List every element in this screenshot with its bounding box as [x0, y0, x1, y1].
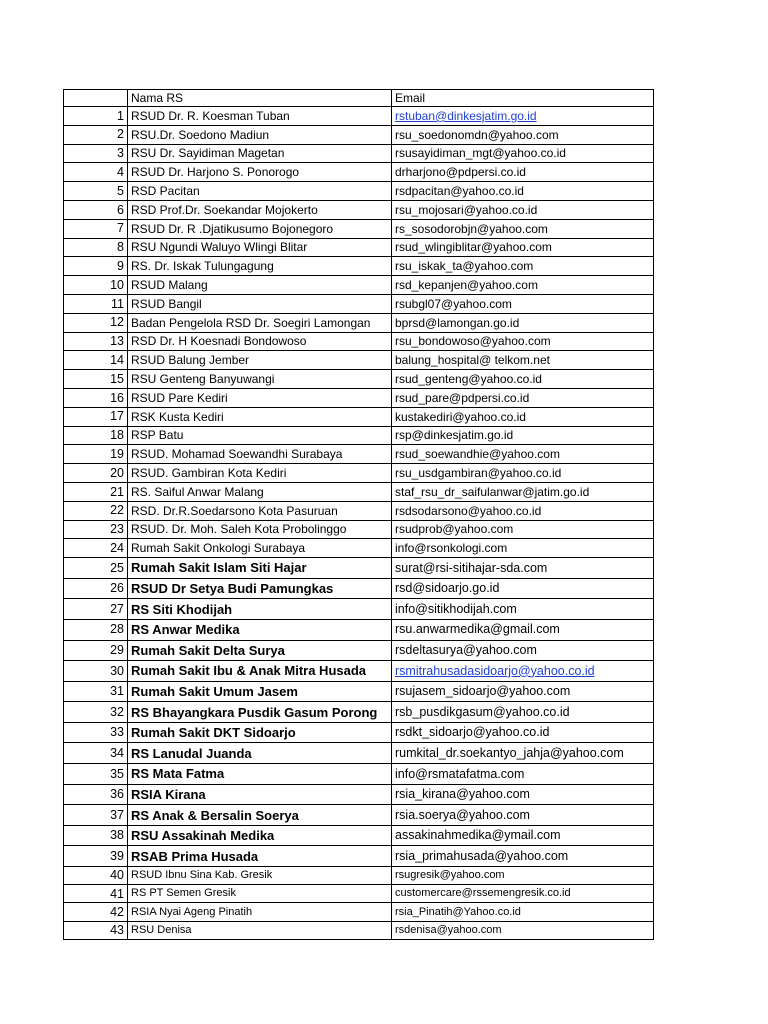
row-number: 18 — [64, 426, 128, 445]
email-address: rsugresik@yahoo.com — [392, 867, 654, 885]
email-address: rsd@sidoarjo.go.id — [392, 578, 654, 599]
hospital-name: RSU Ngundi Waluyo Wlingi Blitar — [128, 238, 392, 257]
email-address: rsujasem_sidoarjo@yahoo.com — [392, 681, 654, 702]
hospital-name: Badan Pengelola RSD Dr. Soegiri Lamongan — [128, 313, 392, 332]
email-address: rsia.soerya@yahoo.com — [392, 805, 654, 826]
hospital-name: RSU Assakinah Medika — [128, 825, 392, 846]
email-address: rsb_pusdikgasum@yahoo.co.id — [392, 702, 654, 723]
table-row — [64, 599, 654, 620]
email-address: kustakediri@yahoo.co.id — [392, 407, 654, 426]
email-address: staf_rsu_dr_saifulanwar@jatim.go.id — [392, 482, 654, 501]
table-row — [64, 276, 654, 295]
hospital-name: RSUD Dr. R .Djatikusumo Bojonegoro — [128, 219, 392, 238]
row-number: 14 — [64, 351, 128, 370]
row-number: 19 — [64, 445, 128, 464]
hospital-name: RS Anwar Medika — [128, 619, 392, 640]
email-address: customercare@rssemengresik.co.id — [392, 885, 654, 903]
table-row — [64, 619, 654, 640]
email-address: rs_sosodorobjn@yahoo.com — [392, 219, 654, 238]
table-row — [64, 426, 654, 445]
table-row — [64, 332, 654, 351]
hospital-name: RSUD Dr. R. Koesman Tuban — [128, 107, 392, 126]
table-row — [64, 722, 654, 743]
table-row — [64, 388, 654, 407]
row-number: 5 — [64, 182, 128, 201]
email-address: rsdenisa@yahoo.com — [392, 921, 654, 939]
email-address: rsdpacitan@yahoo.co.id — [392, 182, 654, 201]
hospital-name: RSD Prof.Dr. Soekandar Mojokerto — [128, 200, 392, 219]
email-link[interactable]: rstuban@dinkesjatim.go.id — [392, 107, 654, 126]
email-address: rsu.anwarmedika@gmail.com — [392, 619, 654, 640]
email-address: rsudprob@yahoo.com — [392, 520, 654, 539]
row-number: 42 — [64, 903, 128, 921]
hospital-name: RSIA Kirana — [128, 784, 392, 805]
email-address: rsud_wlingiblitar@yahoo.com — [392, 238, 654, 257]
hospital-name: RS Bhayangkara Pusdik Gasum Porong — [128, 702, 392, 723]
hospital-name: RSUD. Dr. Moh. Saleh Kota Probolinggo — [128, 520, 392, 539]
table-row — [64, 257, 654, 276]
hospital-name: Rumah Sakit Ibu & Anak Mitra Husada — [128, 661, 392, 682]
table-row — [64, 520, 654, 539]
email-address: rsud_soewandhie@yahoo.com — [392, 445, 654, 464]
hospital-email-table — [63, 89, 654, 940]
table-row — [64, 200, 654, 219]
row-number: 38 — [64, 825, 128, 846]
row-number: 34 — [64, 743, 128, 764]
email-address: drharjono@pdpersi.co.id — [392, 163, 654, 182]
row-number: 9 — [64, 257, 128, 276]
table-row — [64, 144, 654, 163]
hospital-name: RSP Batu — [128, 426, 392, 445]
table-row — [64, 294, 654, 313]
row-number: 40 — [64, 867, 128, 885]
email-address: rsu_bondowoso@yahoo.com — [392, 332, 654, 351]
hospital-name: RSAB Prima Husada — [128, 846, 392, 867]
hospital-name: Rumah Sakit Onkologi Surabaya — [128, 539, 392, 558]
email-address: rsia_kirana@yahoo.com — [392, 784, 654, 805]
row-number: 29 — [64, 640, 128, 661]
hospital-name: RSUD Dr. Harjono S. Ponorogo — [128, 163, 392, 182]
header-row — [64, 90, 654, 107]
table-row — [64, 407, 654, 426]
email-address: rsud_pare@pdpersi.co.id — [392, 388, 654, 407]
hospital-name: RSD Pacitan — [128, 182, 392, 201]
hospital-name: RSU Genteng Banyuwangi — [128, 370, 392, 389]
email-address: rsud_genteng@yahoo.co.id — [392, 370, 654, 389]
hospital-name: RSU Denisa — [128, 921, 392, 939]
row-number: 30 — [64, 661, 128, 682]
hospital-name: RS Siti Khodijah — [128, 599, 392, 620]
table-row — [64, 482, 654, 501]
table-row — [64, 125, 654, 144]
email-address: assakinahmedika@ymail.com — [392, 825, 654, 846]
row-number: 33 — [64, 722, 128, 743]
email-address: rsdeltasurya@yahoo.com — [392, 640, 654, 661]
hospital-name: RSUD Pare Kediri — [128, 388, 392, 407]
row-number: 37 — [64, 805, 128, 826]
hospital-name: RSK Kusta Kediri — [128, 407, 392, 426]
table-row — [64, 846, 654, 867]
email-address: rsusayidiman_mgt@yahoo.co.id — [392, 144, 654, 163]
table-row — [64, 539, 654, 558]
row-number: 4 — [64, 163, 128, 182]
row-number: 31 — [64, 681, 128, 702]
row-number: 21 — [64, 482, 128, 501]
email-link[interactable]: rsmitrahusadasidoarjo@yahoo.co.id — [392, 661, 654, 682]
table-row — [64, 640, 654, 661]
hospital-name: RSU.Dr. Soedono Madiun — [128, 125, 392, 144]
table-row — [64, 885, 654, 903]
table-row — [64, 163, 654, 182]
hospital-name: RS PT Semen Gresik — [128, 885, 392, 903]
row-number: 43 — [64, 921, 128, 939]
hospital-name: RSD Dr. H Koesnadi Bondowoso — [128, 332, 392, 351]
email-address: rsubgl07@yahoo.com — [392, 294, 654, 313]
hospital-name: RS. Dr. Iskak Tulungagung — [128, 257, 392, 276]
row-number: 10 — [64, 276, 128, 295]
email-address: rsd_kepanjen@yahoo.com — [392, 276, 654, 295]
table-body — [64, 90, 654, 940]
row-number: 11 — [64, 294, 128, 313]
row-number: 16 — [64, 388, 128, 407]
hospital-name: RSUD. Mohamad Soewandhi Surabaya — [128, 445, 392, 464]
row-number: 23 — [64, 520, 128, 539]
hospital-name: RSIA Nyai Ageng Pinatih — [128, 903, 392, 921]
row-number: 12 — [64, 313, 128, 332]
row-number: 17 — [64, 407, 128, 426]
hospital-name: RS. Saiful Anwar Malang — [128, 482, 392, 501]
email-address: rsp@dinkesjatim.go.id — [392, 426, 654, 445]
row-number: 8 — [64, 238, 128, 257]
row-number: 20 — [64, 464, 128, 483]
hospital-name: RS Anak & Bersalin Soerya — [128, 805, 392, 826]
row-number: 3 — [64, 144, 128, 163]
email-address: rumkital_dr.soekantyo_jahja@yahoo.com — [392, 743, 654, 764]
row-number: 32 — [64, 702, 128, 723]
table-row — [64, 681, 654, 702]
table-row — [64, 867, 654, 885]
email-address: rsdkt_sidoarjo@yahoo.co.id — [392, 722, 654, 743]
table-row — [64, 805, 654, 826]
table-row — [64, 370, 654, 389]
table-row — [64, 351, 654, 370]
hospital-name: RSUD Bangil — [128, 294, 392, 313]
email-address: rsu_usdgambiran@yahoo.co.id — [392, 464, 654, 483]
table-row — [64, 501, 654, 520]
header-no — [64, 90, 128, 107]
hospital-name: RS Lanudal Juanda — [128, 743, 392, 764]
row-number: 24 — [64, 539, 128, 558]
email-address: surat@rsi-sitihajar-sda.com — [392, 558, 654, 579]
header-name: Nama RS — [128, 90, 392, 107]
email-address: bprsd@lamongan.go.id — [392, 313, 654, 332]
row-number: 25 — [64, 558, 128, 579]
row-number: 41 — [64, 885, 128, 903]
header-email: Email — [392, 90, 654, 107]
table-row — [64, 107, 654, 126]
table-row — [64, 219, 654, 238]
table-row — [64, 702, 654, 723]
hospital-name: Rumah Sakit Umum Jasem — [128, 681, 392, 702]
table-row — [64, 558, 654, 579]
table-row — [64, 921, 654, 939]
row-number: 26 — [64, 578, 128, 599]
table-row — [64, 313, 654, 332]
row-number: 13 — [64, 332, 128, 351]
row-number: 7 — [64, 219, 128, 238]
email-address: rsdsodarsono@yahoo.co.id — [392, 501, 654, 520]
email-address: rsu_iskak_ta@yahoo.com — [392, 257, 654, 276]
email-address: info@sitikhodijah.com — [392, 599, 654, 620]
hospital-name: RSUD Dr Setya Budi Pamungkas — [128, 578, 392, 599]
table-row — [64, 464, 654, 483]
table-row — [64, 825, 654, 846]
email-address: rsia_Pinatih@Yahoo.co.id — [392, 903, 654, 921]
hospital-name: Rumah Sakit DKT Sidoarjo — [128, 722, 392, 743]
hospital-name: RSUD Ibnu Sina Kab. Gresik — [128, 867, 392, 885]
hospital-name: RSU Dr. Sayidiman Magetan — [128, 144, 392, 163]
hospital-name: RS Mata Fatma — [128, 764, 392, 785]
hospital-name: Rumah Sakit Islam Siti Hajar — [128, 558, 392, 579]
row-number: 6 — [64, 200, 128, 219]
table-row — [64, 661, 654, 682]
table-row — [64, 784, 654, 805]
row-number: 27 — [64, 599, 128, 620]
hospital-name: RSUD Balung Jember — [128, 351, 392, 370]
row-number: 22 — [64, 501, 128, 520]
row-number: 36 — [64, 784, 128, 805]
row-number: 2 — [64, 125, 128, 144]
row-number: 1 — [64, 107, 128, 126]
hospital-name: Rumah Sakit Delta Surya — [128, 640, 392, 661]
row-number: 15 — [64, 370, 128, 389]
table-row — [64, 578, 654, 599]
row-number: 39 — [64, 846, 128, 867]
email-address: info@rsmatafatma.com — [392, 764, 654, 785]
email-address: balung_hospital@ telkom.net — [392, 351, 654, 370]
email-address: info@rsonkologi.com — [392, 539, 654, 558]
hospital-name: RSD. Dr.R.Soedarsono Kota Pasuruan — [128, 501, 392, 520]
row-number: 28 — [64, 619, 128, 640]
table-row — [64, 182, 654, 201]
hospital-name: RSUD Malang — [128, 276, 392, 295]
email-address: rsu_soedonomdn@yahoo.com — [392, 125, 654, 144]
table-row — [64, 764, 654, 785]
table-row — [64, 743, 654, 764]
email-address: rsia_primahusada@yahoo.com — [392, 846, 654, 867]
table-row — [64, 445, 654, 464]
hospital-name: RSUD. Gambiran Kota Kediri — [128, 464, 392, 483]
row-number: 35 — [64, 764, 128, 785]
table-row — [64, 903, 654, 921]
table-row — [64, 238, 654, 257]
email-address: rsu_mojosari@yahoo.co.id — [392, 200, 654, 219]
